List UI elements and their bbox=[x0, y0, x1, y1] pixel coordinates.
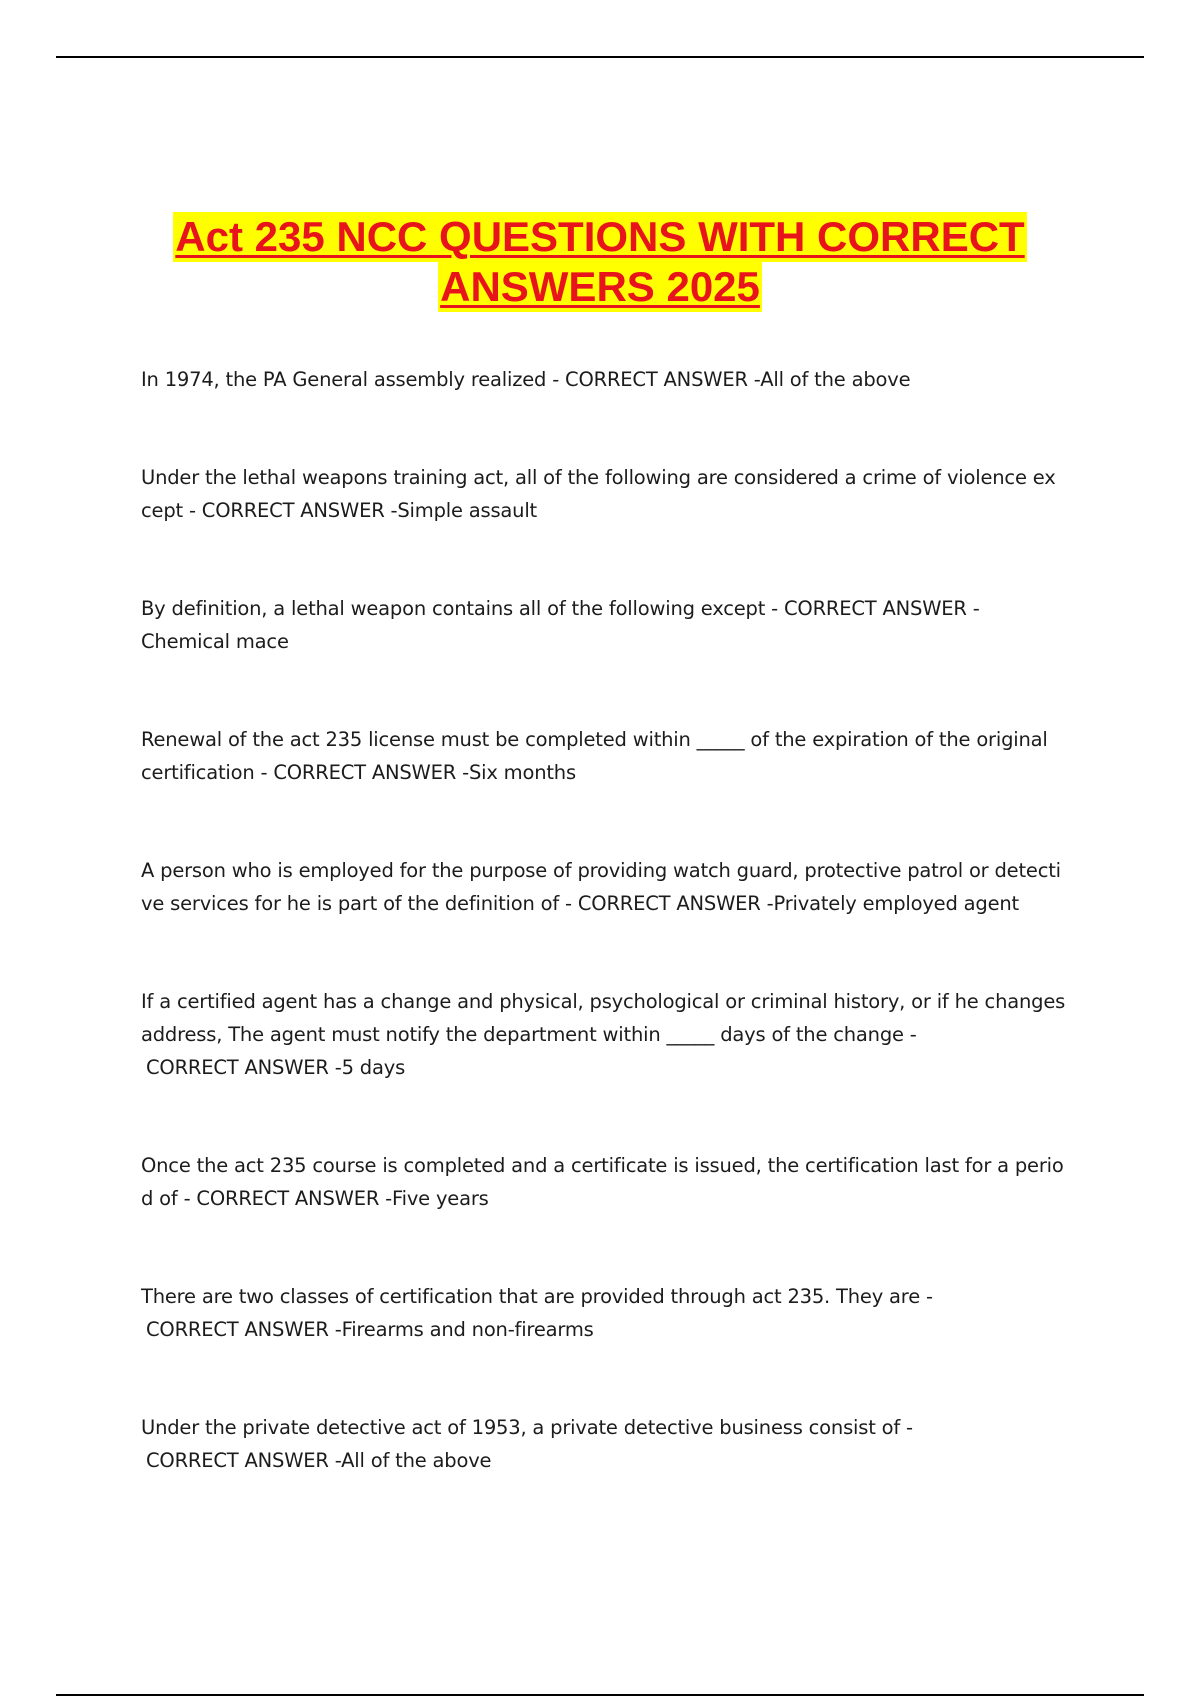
qa-line: There are two classes of certification that are provided through act 235. They are - bbox=[141, 1285, 933, 1308]
qa-line: certification - CORRECT ANSWER -Six months bbox=[141, 761, 576, 784]
bottom-rule bbox=[56, 1694, 1144, 1696]
qa-line: Under the lethal weapons training act, all of the following are considered a crime of violence ex bbox=[141, 466, 1056, 489]
qa-line: address, The agent must notify the department within _____ days of the change - bbox=[141, 1023, 917, 1046]
qa-item-7 bbox=[141, 1149, 1071, 1215]
qa-line: Once the act 235 course is completed and a certificate is issued, the certification last for a perio bbox=[141, 1154, 1064, 1177]
qa-line: CORRECT ANSWER -5 days bbox=[146, 1056, 406, 1079]
qa-line: CORRECT ANSWER -All of the above bbox=[146, 1449, 492, 1472]
qa-line: Chemical mace bbox=[141, 630, 289, 653]
qa-item-5 bbox=[141, 854, 1071, 920]
qa-line: A person who is employed for the purpose of providing watch guard, protective patrol or detecti bbox=[141, 859, 1061, 882]
qa-line: Under the private detective act of 1953, a private detective business consist of - bbox=[141, 1416, 913, 1439]
document-title bbox=[0, 212, 1200, 312]
qa-line: In 1974, the PA General assembly realized - CORRECT ANSWER -All of the above bbox=[141, 368, 911, 391]
qa-line: cept - CORRECT ANSWER -Simple assault bbox=[141, 499, 537, 522]
qa-item-9 bbox=[141, 1411, 1071, 1477]
qa-item-2 bbox=[141, 461, 1071, 527]
qa-item-3 bbox=[141, 592, 1071, 658]
qa-item-1 bbox=[141, 363, 1071, 396]
qa-item-8 bbox=[141, 1280, 1071, 1346]
top-rule bbox=[56, 56, 1144, 58]
qa-item-6 bbox=[141, 985, 1071, 1084]
title-line-2: ANSWERS 2025 bbox=[440, 263, 760, 310]
qa-line: ve services for he is part of the definition of - CORRECT ANSWER -Privately employed agent bbox=[141, 892, 1019, 915]
qa-line: CORRECT ANSWER -Firearms and non-firearms bbox=[146, 1318, 594, 1341]
qa-line: If a certified agent has a change and physical, psychological or criminal history, or if he changes bbox=[141, 990, 1066, 1013]
qa-line: By definition, a lethal weapon contains all of the following except - CORRECT ANSWER - bbox=[141, 597, 980, 620]
qa-item-4 bbox=[141, 723, 1071, 789]
title-line-1: Act 235 NCC QUESTIONS WITH CORRECT bbox=[175, 213, 1025, 260]
qa-line: d of - CORRECT ANSWER -Five years bbox=[141, 1187, 489, 1210]
qa-line: Renewal of the act 235 license must be completed within _____ of the expiration of the original bbox=[141, 728, 1048, 751]
